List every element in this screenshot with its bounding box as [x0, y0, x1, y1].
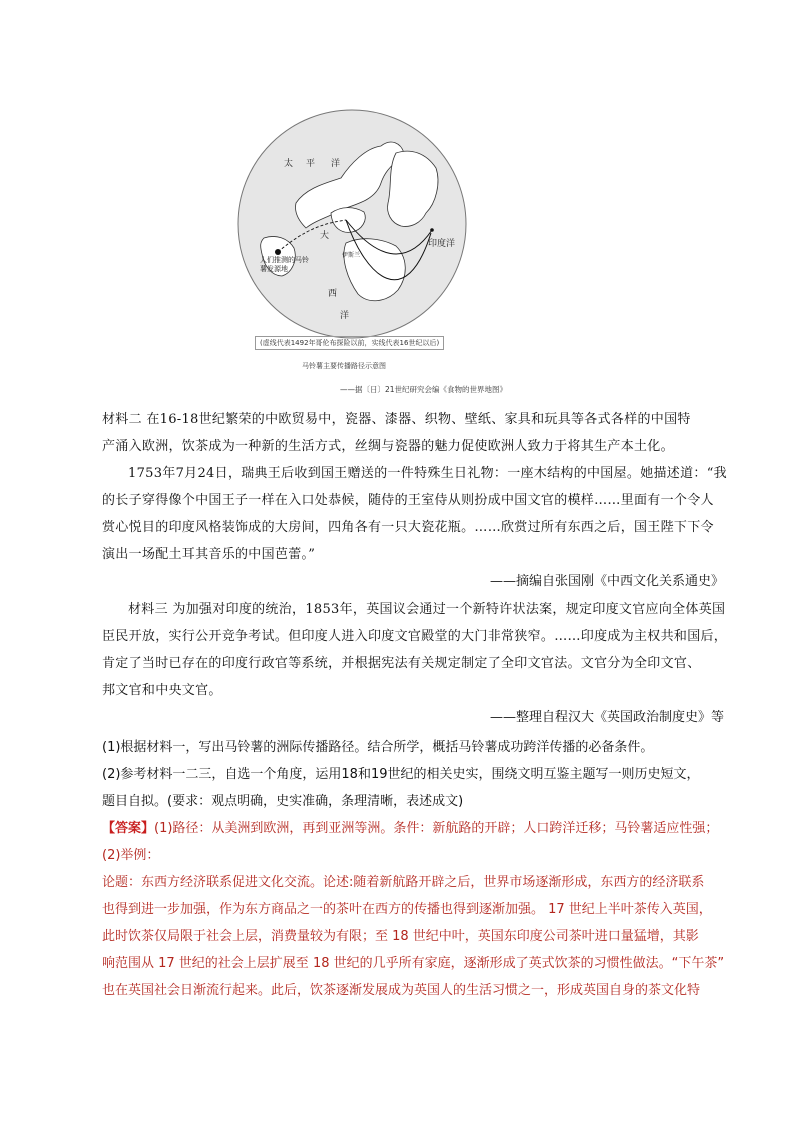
material-two-line: 1753年7月24日，瑞典王后收到国王赠送的一件特殊生日礼物：一座木结构的中国屋。她描述道：“我 [128, 466, 727, 481]
material-three-citation: ——整理自程汉大《英国政治制度史》等 [489, 710, 724, 725]
map-label-atlantic-1: 大 [320, 231, 330, 241]
material-three-line: 肯定了当时已存在的印度行政官等系统，并根据宪法有关规定制定了全印文官法。文官分为全印文官、 [102, 656, 701, 671]
question-block [102, 734, 722, 815]
question-two-line: 题目自拟。(要求：观点明确，史实准确，条理清晰，表述成文) [102, 794, 464, 809]
material-two-line: 产涌入欧洲，饮茶成为一种新的生活方式，丝绸与瓷器的魅力促使欧洲人致力于将其生产本土化。 [102, 439, 674, 454]
material-three [102, 596, 728, 704]
answer-one: (1)路径：从美洲到欧洲，再到亚洲等洲。条件：新航路的开辟；人口跨洋迁移；马铃薯适应性强； [154, 821, 719, 836]
answer-two-line: 此时饮茶仅局限于社会上层，消费量较为有限；至 18 世纪中叶，英国东印度公司茶叶进口量猛增，其影 [102, 929, 699, 944]
material-two [102, 406, 727, 568]
map-label-pacific-3: 洋 [331, 159, 341, 169]
material-two-line: 演出一场配土耳其音乐的中国芭蕾。” [102, 547, 316, 562]
map-label-atlantic-3: 洋 [340, 311, 350, 321]
answer-two-line: 论题：东西方经济联系促进文化交流。论述:随着新航路开辟之后，世界市场逐渐形成，东西方的经济联系 [102, 875, 705, 890]
question-one: (1)根据材料一，写出马铃薯的洲际传播路径。结合所学，概括马铃薯成功跨洋传播的必备条件。 [102, 740, 654, 755]
material-two-line: 的长子穿得像个中国王子一样在入口处恭候，随侍的王室侍从则扮成中国文官的模样……里面有一个令人 [102, 493, 714, 508]
map-source: ——据〔日〕21世纪研究会编《食物的世界地图》 [340, 385, 508, 394]
answer-two-line: 也得到进一步加强，作为东方商品之一的茶叶在西方的传播也得到逐渐加强。 17 世纪上半叶茶传入英国， [102, 902, 712, 917]
answer-two-line: 响范围从 17 世纪的社会上层扩展至 18 世纪的几乎所有家庭，逐渐形成了英式饮茶的习惯性做法。“下午茶” [102, 956, 725, 971]
material-two-line: 材料二 在16-18世纪繁荣的中欧贸易中，瓷器、漆器、织物、壁纸、家具和玩具等各式各样的中国特 [102, 412, 691, 427]
map-label-origin: 人们推测的马铃薯发源地 [260, 256, 309, 273]
material-three-line: 材料三 为加强对印度的统治，1853年，英国议会通过一个新特许状法案，规定印度文官应向全体英国 [128, 602, 726, 617]
map-label-pacific-1: 太 [284, 159, 294, 169]
map-label-atlantic-2: 西 [328, 289, 338, 299]
material-two-citation: ——摘编自张国刚《中西文化关系通史》 [489, 574, 724, 589]
potato-route-map [236, 108, 468, 358]
question-two-line: (2)参考材料一二三，自选一个角度，运用18和19世纪的相关史实，围绕文明互鉴主题写一则历史短文， [102, 767, 700, 782]
map-label-europe: 伊斯兰 [342, 252, 361, 259]
material-two-line: 赏心悦目的印度风格装饰成的大房间，四角各有一只大瓷花瓶。……欣赏过所有东西之后，国王陛下下令 [102, 520, 714, 535]
map-caption: 马铃薯主要传播路径示意图 [302, 362, 386, 370]
material-three-line: 臣民开放，实行公开竞争考试。但印度人进入印度文官殿堂的大门非常狭窄。……印度成为主权共和国后， [102, 629, 728, 644]
answer-two-line: 也在英国社会日渐流行起来。此后，饮茶逐渐发展成为英国人的生活习惯之一，形成英国自身的茶文化特 [102, 983, 701, 998]
answer-two-head: (2)举例： [102, 848, 160, 863]
map-label-pacific-2: 平 [306, 159, 316, 169]
map-legend: (虚线代表1492年哥伦布探险以前，实线代表16世纪以后) [255, 336, 444, 350]
world-globe-illustration [236, 108, 468, 340]
material-three-line: 邦文官和中央文官。 [102, 683, 222, 698]
answer-tag: 【答案】 [102, 821, 155, 836]
answer-block [102, 815, 726, 1004]
map-label-indian: 印度洋 [428, 239, 456, 249]
